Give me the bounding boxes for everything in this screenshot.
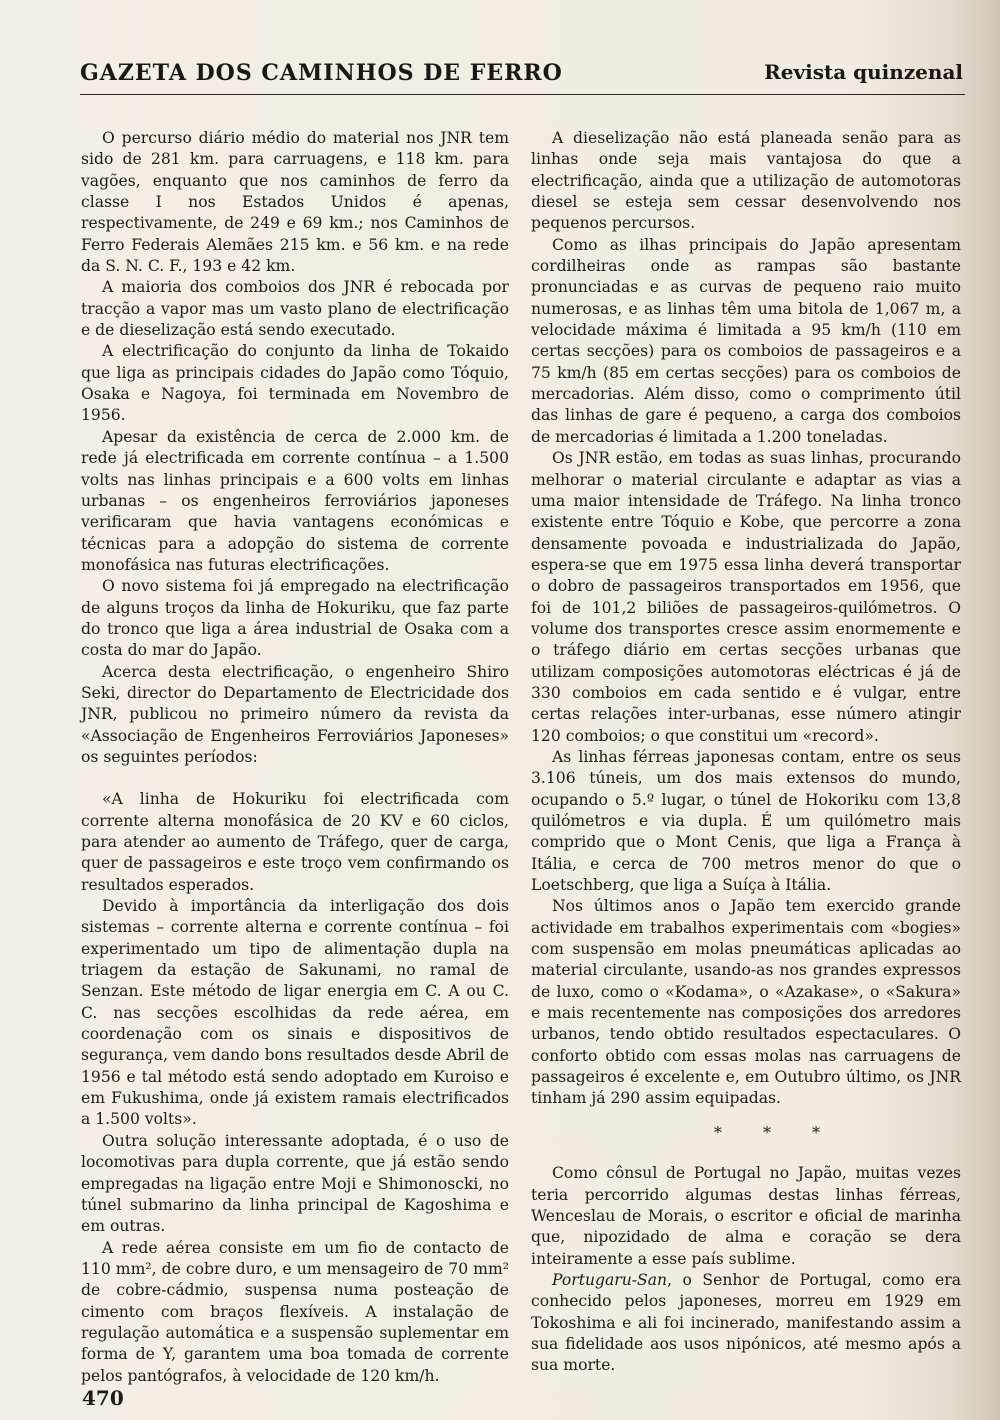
paragraph: Os JNR estão, em todas as suas linhas, procurando melhorar o material circulante e adaptar as vias a uma maior intensidade de Tráfego. Na linha tronco existente entre Tóquio e Kobe, que percorre a zona densamente povoada e industrializada do Japão, espera-se que em 1975 essa linha deverá transportar o dobro de passageiros transportados em 1956, que foi de 101,2 biliões de passageiros-quilómetros. O volume dos transportes cresce assim enormemente e o tráfego diário em certas secções urbanas que utilizam composições automotoras eléctricas é já de 330 comboios em cada sentido e é vulgar, entre certas relações inter-urbanas, esse número atingir 120 comboios; o que constitui um «record». [531, 449, 961, 745]
page-number: 470 [82, 1386, 124, 1410]
paragraph: A electrificação do conjunto da linha de Tokaido que liga as principais cidades do Japão como Tóquio, Osaka e Nagoya, foi terminada em Novembro de 1956. [81, 342, 509, 425]
quote-paragraph: «A linha de Hokuriku foi electrificada com corrente alterna monofásica de 20 KV e 60 ciclos, para atender ao aumento de Tráfego, quer de carga, quer de passageiros e este troço vem confirmando os resultados esperados. [81, 790, 509, 894]
paragraph: O percurso diário médio do material nos JNR tem sido de 281 km. para carruagens, e 118 km. para vagões, enquanto que nos caminhos de ferro da classe I nos Estados Unidos é apenas, respectivamente, de 249 e 69 km.; nos Caminhos de Ferro Federais Alemães 215 km. e 56 km. e na rede da S. N. C. F., 193 e 42 km. [81, 129, 509, 276]
paragraph [531, 1270, 961, 1377]
right-column [531, 128, 961, 1377]
paragraph: Como as ilhas principais do Japão apresentam cordilheiras onde as rampas são bastante pronunciadas e as curvas de pequeno raio muito numerosas, e as linhas têm uma bitola de 1,067 m, a velocidade máxima é limitada a 95 km/h (110 em certas secções) para os comboios de passageiros e a 75 km/h (85 em certas secções) para os comboios de mercadorias. Além disso, como o comprimento útil das linhas de gare é pequeno, a carga dos comboios de mercadorias é limitada a 1.200 toneladas. [531, 235, 961, 446]
paragraph: Acerca desta electrificação, o engenheiro Shiro Seki, director do Departamento de Electricidade dos JNR, publicou no primeiro número da revista da «Associação de Engenheiros Ferroviários Japoneses» os seguintes períodos: [81, 662, 509, 766]
paragraph-text: , o Senhor de Portugal, como era conhecido pelos japoneses, morreu em 1929 em Tokoshima e ali foi incinerado, manifestando assim a sua fidelidade aos usos nipónicos, até mesmo após a sua morte. [531, 1270, 961, 1375]
paragraph: Apesar da existência de cerca de 2.000 km. de rede já electrificada em corrente contínua – a 1.500 volts nas linhas principais e a 600 volts em linhas urbanas – os engenheiros ferroviários japoneses verificaram que havia vantagens económicas e técnicas para a adopção do sistema de corrente monofásica nas futuras electrificações. [81, 427, 509, 574]
paragraph: O novo sistema foi já empregado na electrificação de alguns troços da linha de Hokuriku, que faz parte do tronco que liga a área industrial de Osaka com a costa do mar do Japão. [81, 577, 509, 660]
paragraph: A rede aérea consiste em um fio de contacto de 110 mm², de cobre duro, e um mensageiro de 70 mm² de cobre-cádmio, suspensa numa posteação de cimento com braços flexíveis. A instalação de regulação automática e a suspensão suplementar em forma de Y, garantem uma boa tomada de corrente pelos pantógrafos, à velocidade de 120 km/h. [81, 1238, 509, 1385]
journal-title: GAZETA DOS CAMINHOS DE FERRO [80, 60, 563, 86]
italic-name: Portugaru-San [552, 1270, 668, 1289]
paragraph: Como cônsul de Portugal no Japão, muitas vezes teria percorrido algumas destas linhas férreas, Wenceslau de Morais, o escritor e oficial de marinha que, nipozidado de alma e coração se dera inteiramente a esse país sublime. [531, 1164, 961, 1268]
paragraph: Nos últimos anos o Japão tem exercido grande actividade em trabalhos experimentais com «bogies» com suspensão em molas pneumáticas aplicadas ao material circulante, usando-as nos grandes expressos de luxo, como o «Kodama», o «Azakase», o «Sakura» e mais recentemente nas composições dos arredores urbanos, tendo obtido resultados espectaculares. O conforto obtido com essas molas nas carruagens de passageiros é excelente e, em Outubro último, os JNR tinham já 290 assim equipadas. [531, 897, 961, 1108]
paragraph: A dieselização não está planeada senão para as linhas onde seja mais vantajosa do que a electrificação, ainda que a utilização de automotoras diesel se esteja sem cessar desenvolvendo nos pequenos percursos. [531, 129, 961, 233]
journal-subtitle: Revista quinzenal [764, 60, 963, 84]
paragraph: As linhas férreas japonesas contam, entre os seus 3.106 túneis, um dos mais extensos do mundo, ocupando o 5.º lugar, o túnel de Hokoriku com 13,8 quilómetros e via dupla. É um quilómetro mais comprido que o Mont Cenis, que liga a França à Itália, e cerca de 700 metros menor do que o Loetschberg, que liga a Suíça à Itália. [531, 747, 961, 895]
section-divider: * * * [713, 1122, 839, 1142]
paragraph: A maioria dos comboios dos JNR é rebocada por tracção a vapor mas um vasto plano de electrificação e de dieselização está sendo executado. [81, 278, 509, 340]
left-column [81, 128, 509, 1387]
paragraph: Devido à importância da interligação dos dois sistemas – corrente alterna e corrente contínua – foi experimentado um tipo de alimentação dupla na triagem da estação de Sakunami, no ramal de Senzan. Este método de ligar energia em C. A ou C. C. nas secções escolhidas da rede aérea, em coordenação com os sinais e dispositivos de segurança, vem dando bons resultados desde Abril de 1956 e tal método está sendo adoptado em Kuroiso e em Fukushima, onde já existem ramais electrificados a 1.500 volts». [81, 897, 509, 1129]
running-header [80, 58, 965, 95]
paragraph: Outra solução interessante adoptada, é o uso de locomotivas para dupla corrente, que já estão sendo empregadas na ligação entre Moji e Shimonoscki, no túnel submarino da linha principal de Kagoshima e em outras. [81, 1131, 509, 1236]
